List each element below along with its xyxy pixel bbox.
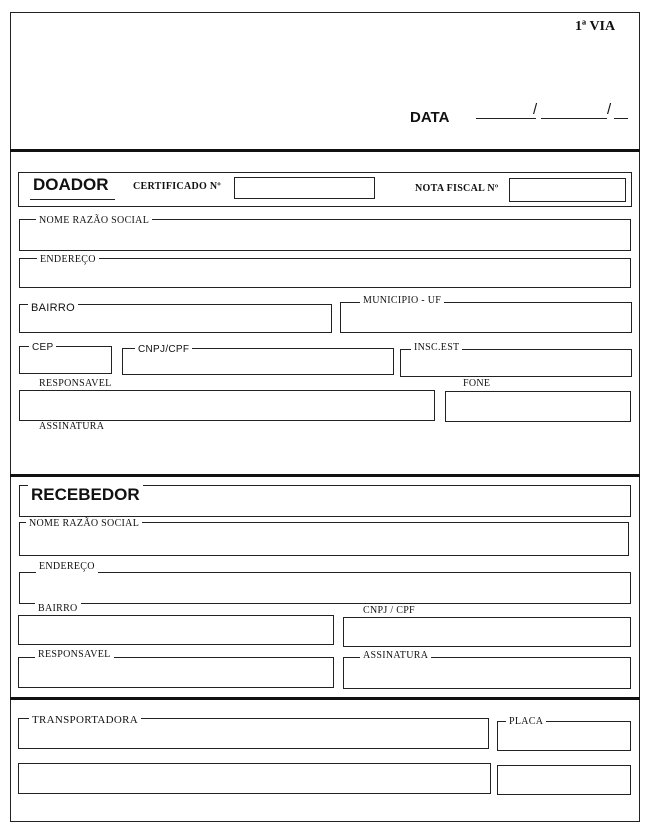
recebedor-nome-label: NOME RAZÃO SOCIAL: [26, 518, 142, 530]
recebedor-bairro-field[interactable]: [18, 615, 334, 645]
divider-top: [10, 149, 640, 152]
date-slash-1: /: [533, 101, 538, 118]
doador-fone-field[interactable]: [445, 391, 631, 422]
placa-field-2[interactable]: [497, 765, 631, 795]
doador-cnpj-label: CNPJ/CPF: [135, 344, 192, 356]
recebedor-endereco-label: ENDEREÇO: [36, 561, 98, 573]
doador-fone-label: FONE: [460, 378, 493, 390]
date-label: DATA: [410, 109, 450, 126]
recebedor-assinatura-label: ASSINATURA: [360, 650, 431, 662]
nota-fiscal-label: NOTA FISCAL Nº: [412, 183, 501, 195]
doador-bairro-label: BAIRRO: [28, 302, 78, 314]
doador-responsavel-field[interactable]: [19, 390, 435, 421]
doador-nome-label: NOME RAZÃO SOCIAL: [36, 215, 152, 227]
date-month-field[interactable]: [541, 118, 607, 119]
doador-assinatura-label: ASSINATURA: [36, 421, 107, 433]
recebedor-responsavel-label: RESPONSAVEL: [35, 649, 114, 661]
doador-cep-label: CEP: [29, 342, 56, 354]
divider-middle: [10, 474, 640, 477]
recebedor-bairro-label: BAIRRO: [35, 603, 81, 615]
certificado-label: CERTIFICADO Nº: [130, 181, 224, 193]
doador-title: DOADOR: [30, 175, 112, 195]
doador-assinatura-field[interactable]: [19, 440, 631, 468]
doador-insc-label: INSC.EST: [411, 342, 462, 354]
date-slash-2: /: [607, 101, 612, 118]
recebedor-cnpj-label: CNPJ / CPF: [360, 605, 418, 617]
nota-fiscal-field[interactable]: [509, 178, 626, 202]
recebedor-endereco-field[interactable]: [19, 572, 631, 604]
doador-endereco-field[interactable]: [19, 258, 631, 288]
recebedor-cnpj-field[interactable]: [343, 617, 631, 647]
transportadora-label: TRANSPORTADORA: [29, 714, 141, 726]
doador-municipio-label: MUNICIPIO - UF: [360, 295, 444, 307]
divider-bottom: [10, 697, 640, 700]
doador-endereco-label: ENDEREÇO: [37, 254, 99, 266]
date-year-field[interactable]: [614, 118, 628, 119]
recebedor-responsavel-field[interactable]: [18, 657, 334, 688]
date-day-field[interactable]: [476, 118, 536, 119]
recebedor-title: RECEBEDOR: [28, 485, 143, 505]
doador-responsavel-label: RESPONSAVEL: [36, 378, 115, 390]
placa-label: PLACA: [506, 716, 546, 728]
transportadora-field-2[interactable]: [18, 763, 491, 794]
doador-title-underline: [30, 199, 115, 200]
via-label: 1ª VIA: [575, 19, 616, 34]
certificado-field[interactable]: [234, 177, 375, 199]
